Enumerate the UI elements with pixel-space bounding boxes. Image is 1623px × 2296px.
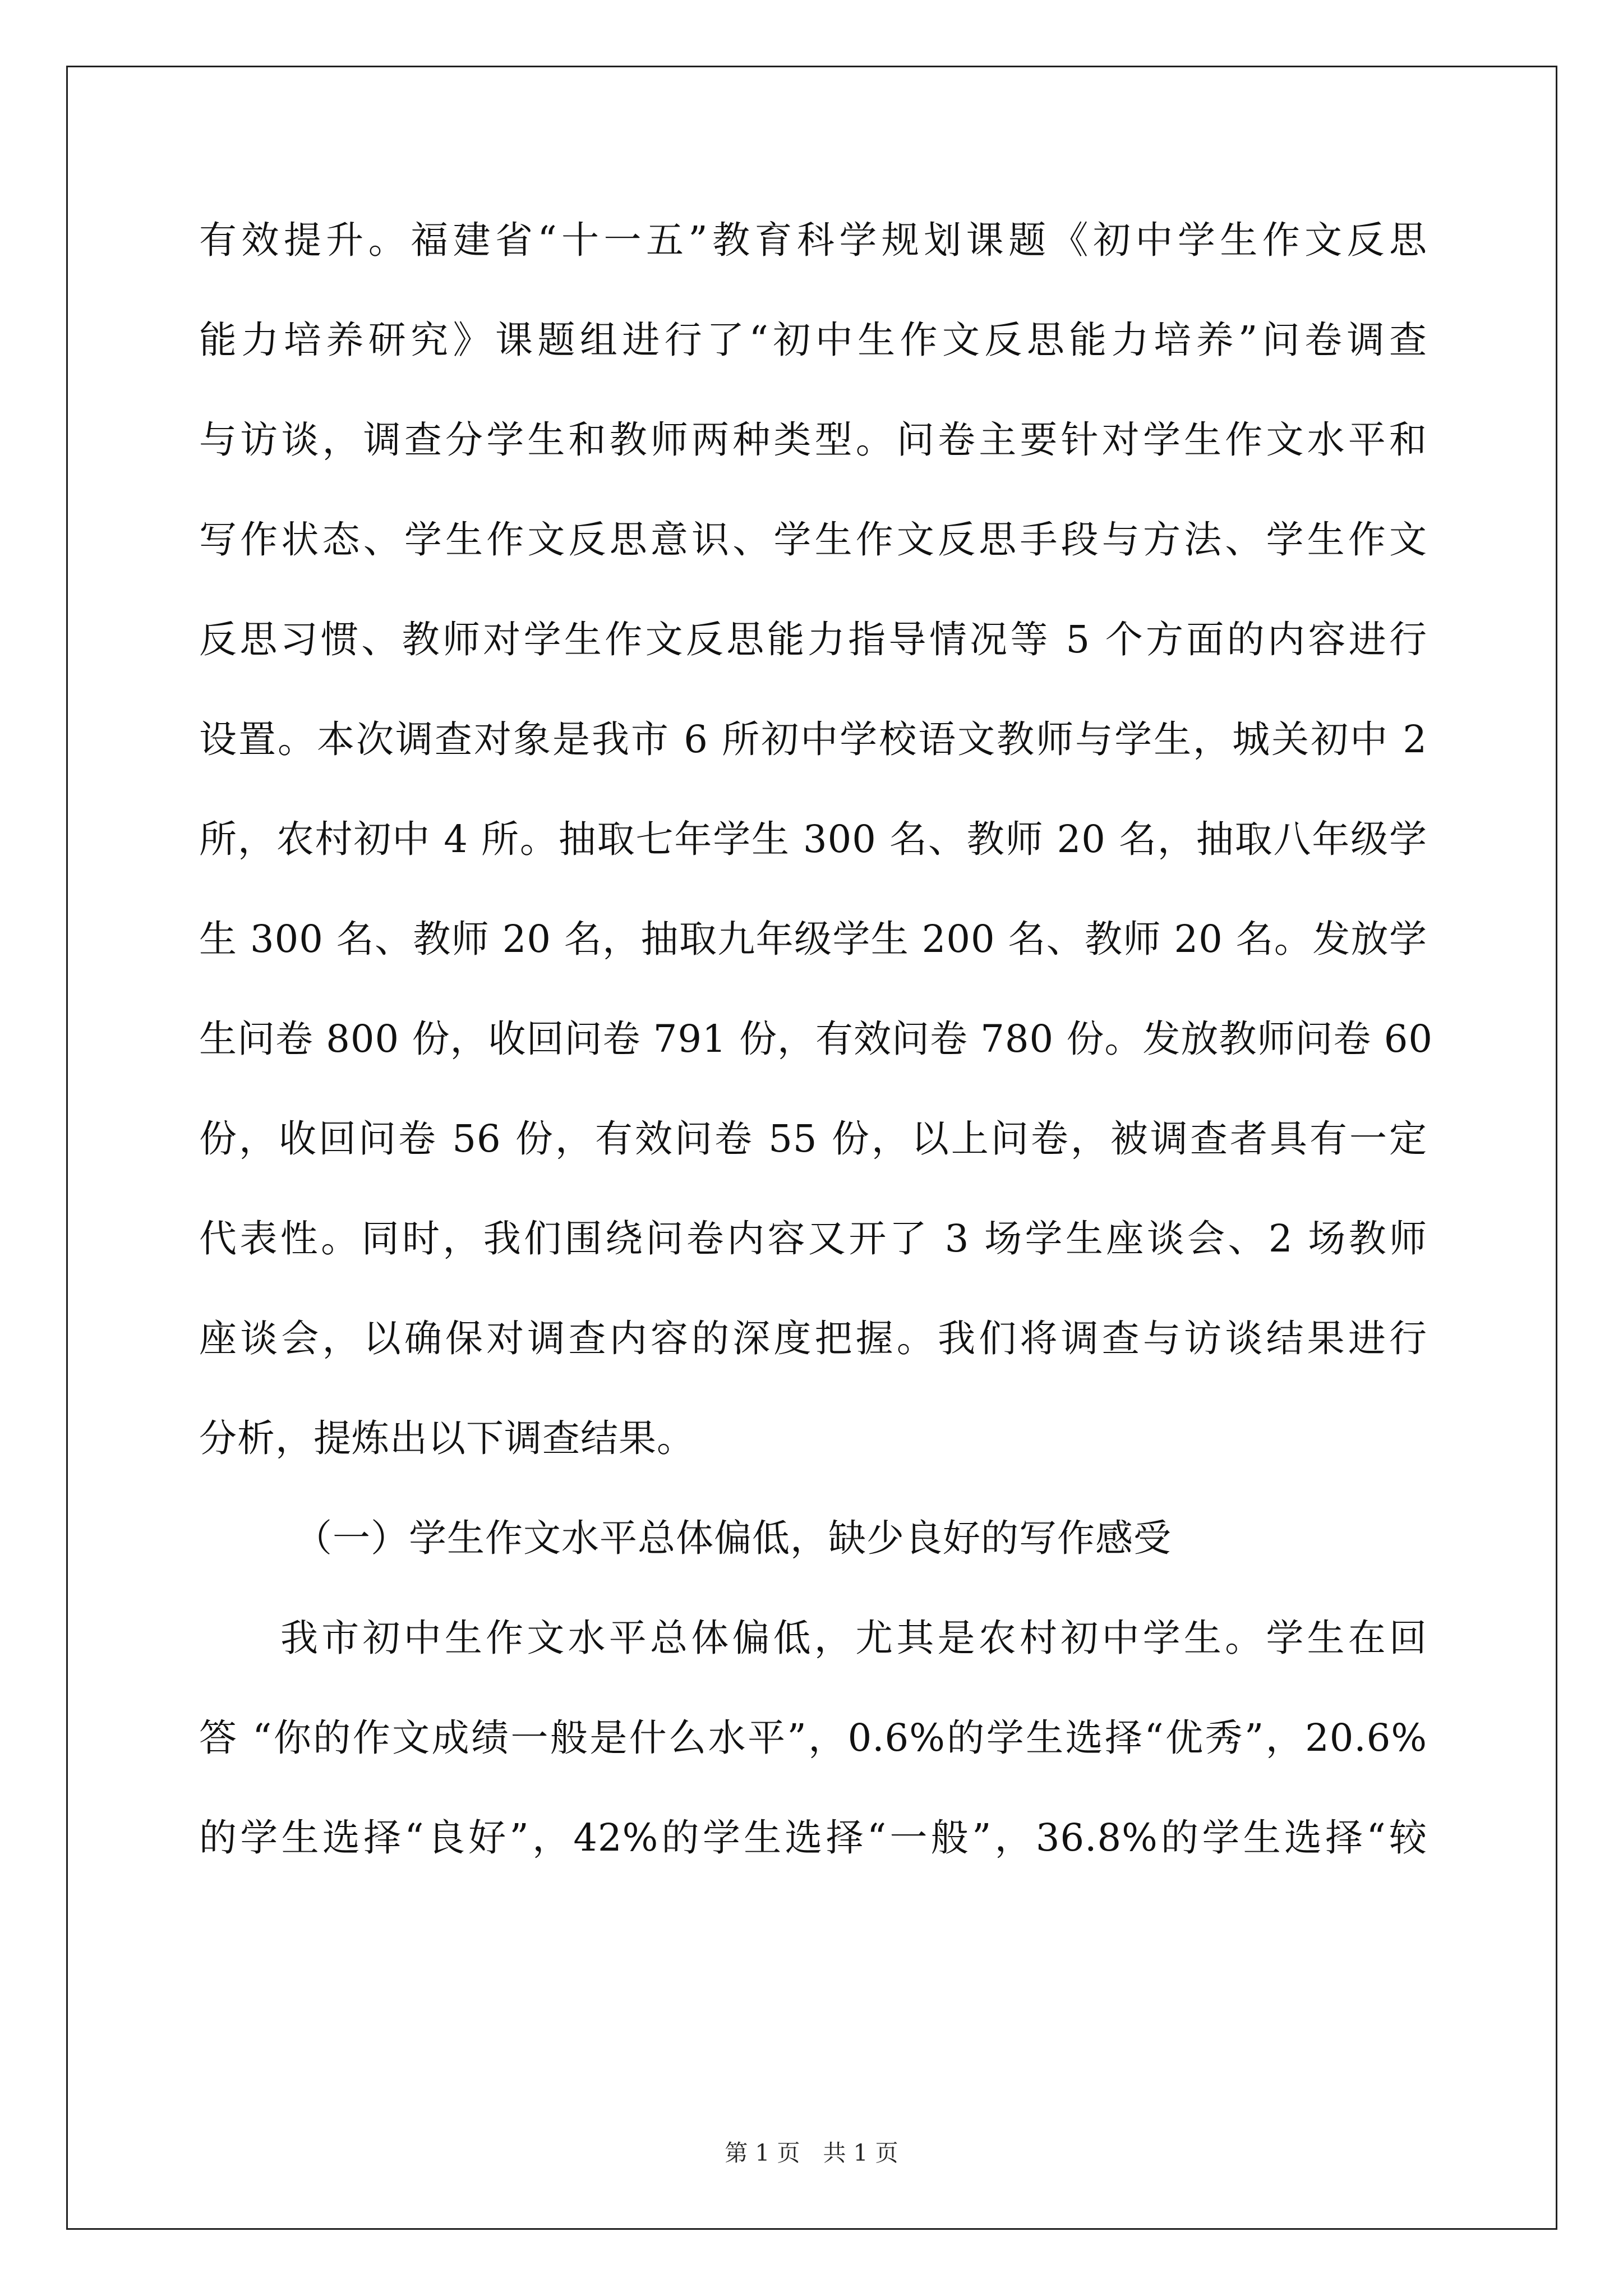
page-number: 第 1 页 bbox=[725, 2139, 800, 2166]
text-line: 能力培养研究》课题组进行了“初中生作文反思能力培养”问卷调查 bbox=[199, 318, 1427, 362]
paragraph-first-line: 我市初中生作文水平总体偏低，尤其是农村初中学生。学生在回 bbox=[280, 1616, 1427, 1660]
text-line: 分析，提炼出以下调查结果。 bbox=[199, 1416, 695, 1460]
text-line: 生 300 名、教师 20 名，抽取九年级学生 200 名、教师 20 名。发放学 bbox=[199, 917, 1427, 961]
page-total: 共 1 页 bbox=[823, 2139, 898, 2166]
text-line: 设置。本次调查对象是我市 6 所初中学校语文教师与学生，城关初中 2 bbox=[199, 717, 1427, 761]
text-line: 与访谈，调查分学生和教师两种类型。问卷主要针对学生作文水平和 bbox=[199, 418, 1427, 462]
text-line: 有效提升。福建省“十一五”教育科学规划课题《初中学生作文反思 bbox=[199, 218, 1427, 262]
text-line: 的学生选择“良好”，42%的学生选择“一般”，36.8%的学生选择“较 bbox=[199, 1816, 1427, 1860]
text-line: 份，收回问卷 56 份，有效问卷 55 份，以上问卷，被调查者具有一定 bbox=[199, 1117, 1427, 1161]
text-line: 反思习惯、教师对学生作文反思能力指导情况等 5 个方面的内容进行 bbox=[199, 618, 1427, 661]
page-footer bbox=[0, 2136, 1623, 2170]
text-line: 代表性。同时，我们围绕问卷内容又开了 3 场学生座谈会、2 场教师 bbox=[199, 1217, 1427, 1260]
text-line: 生问卷 800 份，收回问卷 791 份，有效问卷 780 份。发放教师问卷 60 bbox=[199, 1017, 1433, 1061]
text-line: 答 “你的作文成绩一般是什么水平”，0.6%的学生选择“优秀”，20.6% bbox=[199, 1716, 1427, 1760]
text-line: 写作状态、学生作文反思意识、学生作文反思手段与方法、学生作文 bbox=[199, 518, 1427, 562]
section-heading: （一）学生作文水平总体偏低，缺少良好的写作感受 bbox=[294, 1516, 1172, 1560]
text-line: 座谈会，以确保对调查内容的深度把握。我们将调查与访谈结果进行 bbox=[199, 1317, 1427, 1360]
text-line: 所，农村初中 4 所。抽取七年学生 300 名、教师 20 名，抽取八年级学 bbox=[199, 817, 1427, 861]
